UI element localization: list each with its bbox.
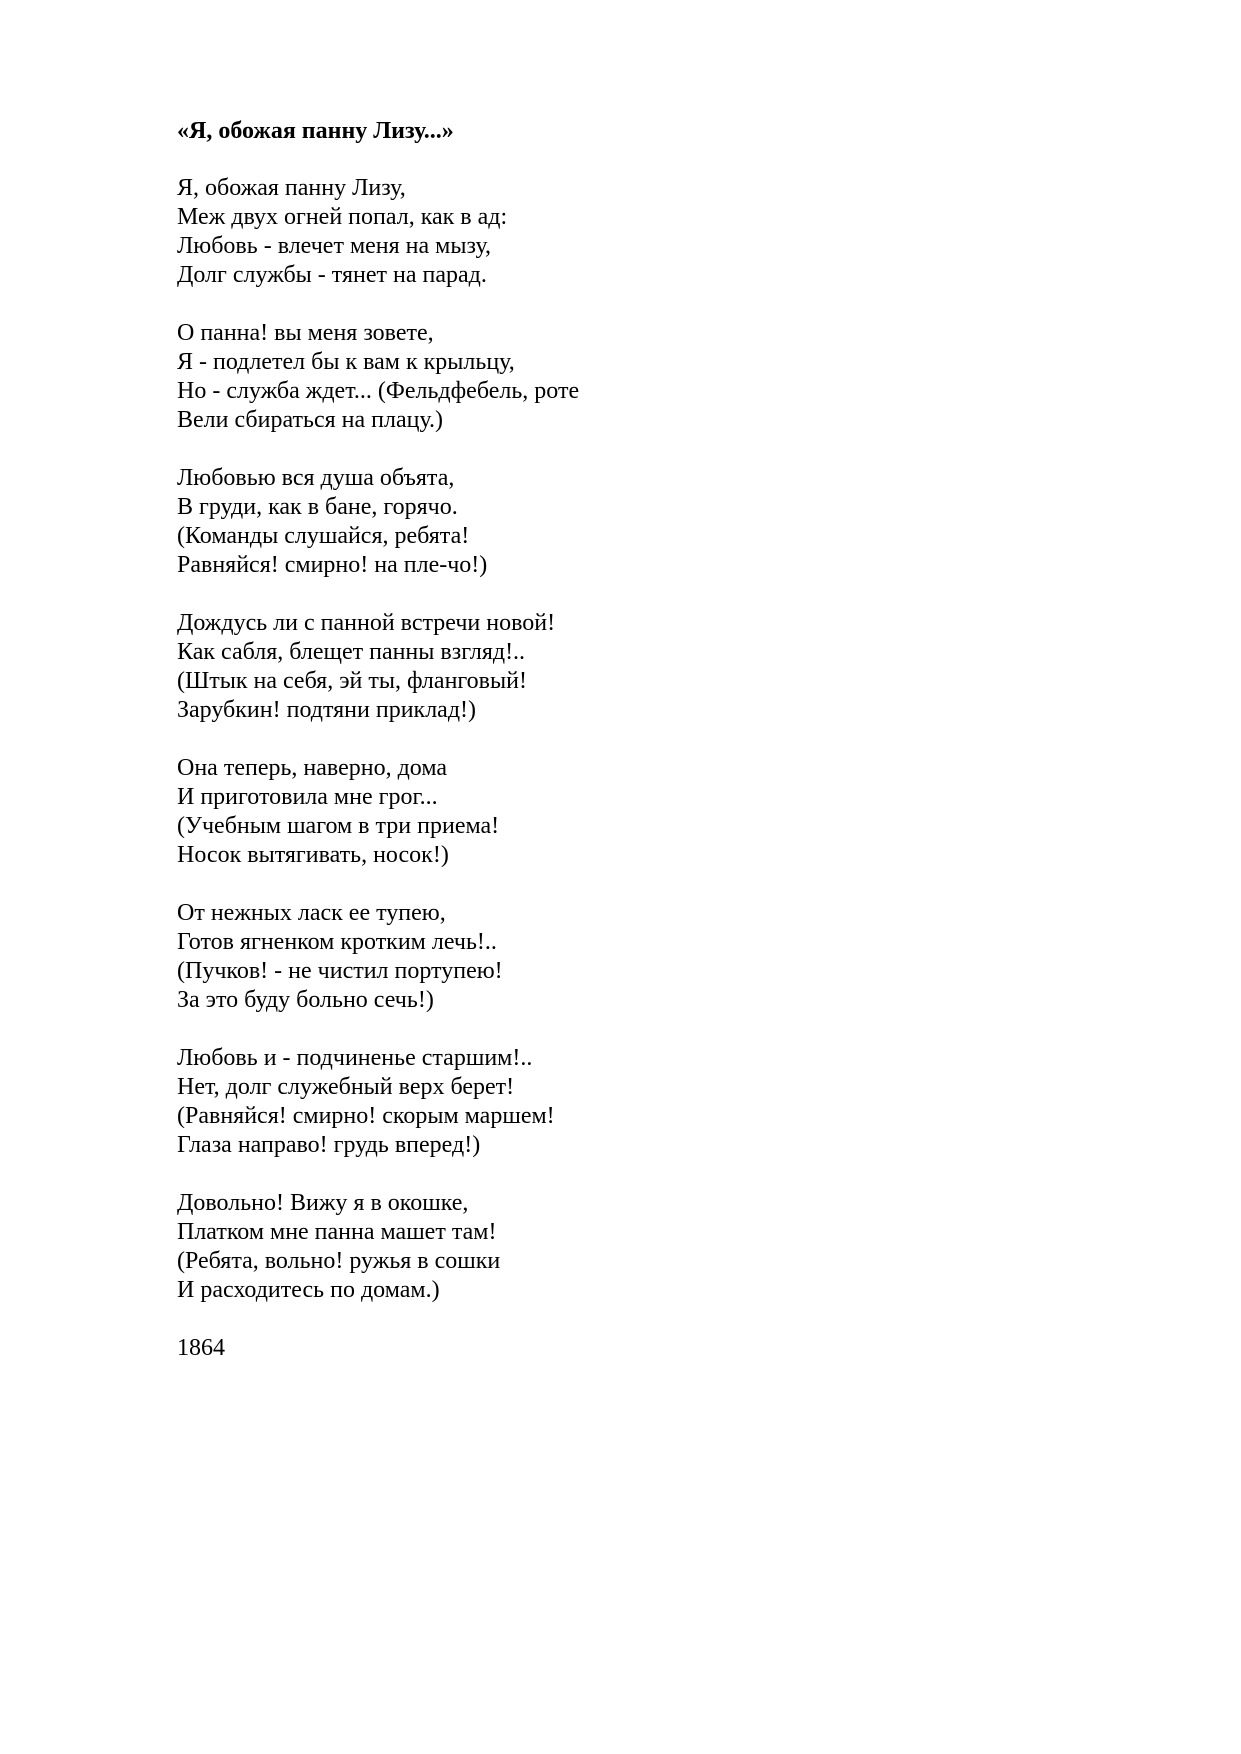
poem-line: (Ребята, вольно! ружья в сошки [177,1248,501,1274]
poem-line: И расходитесь по домам.) [177,1277,440,1303]
poem-line: И приготовила мне грог... [177,784,438,810]
poem-line: Долг службы - тянет на парад. [177,262,487,288]
stanza-6 [177,899,1177,1015]
poem-line: Довольно! Вижу я в окошке, [177,1190,469,1216]
poem-line: Носок вытягивать, носок!) [177,842,449,868]
poem-line: Зарубкин! подтяни приклад!) [177,697,477,723]
poem-title: «Я, обожая панну Лизу...» [177,118,454,144]
poem-line: Дождусь ли с панной встречи новой! [177,610,556,636]
poem-line: Я, обожая панну Лизу, [177,175,406,201]
poem-line: Нет, долг служебный верх берет! [177,1074,515,1100]
poem-line: За это буду больно сечь!) [177,987,434,1013]
stanza-4 [177,609,1177,725]
poem-line: Я - подлетел бы к вам к крыльцу, [177,349,515,375]
poem-line: Глаза направо! грудь вперед!) [177,1132,481,1158]
stanza-1 [177,174,1177,290]
stanza-5 [177,754,1177,870]
poem-line: Любовью вся душа объята, [177,465,455,491]
poem-content [177,117,1177,1363]
stanza-8 [177,1189,1177,1305]
poem-line: Но - служба ждет... (Фельдфебель, роте [177,378,580,404]
stanza-2 [177,319,1177,435]
stanza-3 [177,464,1177,580]
poem-line: Готов ягненком кротким лечь!.. [177,929,497,955]
poem-line: Платком мне панна машет там! [177,1219,497,1245]
poem-line: О панна! вы меня зовете, [177,320,434,346]
poem-line: (Команды слушайся, ребята! [177,523,470,549]
poem-line: (Пучков! - не чистил портупею! [177,958,503,984]
poem-line: Равняйся! смирно! на пле-чо!) [177,552,488,578]
poem-line: (Равняйся! смирно! скорым маршем! [177,1103,555,1129]
poem-line: (Учебным шагом в три приема! [177,813,500,839]
poem-line: В груди, как в бане, горячо. [177,494,458,520]
poem-line: Вели сбираться на плацу.) [177,407,444,433]
poem-line: Любовь и - подчиненье старшим!.. [177,1045,533,1071]
poem-line: Любовь - влечет меня на мызу, [177,233,492,259]
poem-line: Меж двух огней попал, как в ад: [177,204,508,230]
poem-line: (Штык на себя, эй ты, фланговый! [177,668,527,694]
poem-line: Она теперь, наверно, дома [177,755,448,781]
poem-line: Как сабля, блещет панны взгляд!.. [177,639,526,665]
poem-line: От нежных ласк ее тупею, [177,900,446,926]
poem-year: 1864 [177,1335,225,1361]
stanza-7 [177,1044,1177,1160]
